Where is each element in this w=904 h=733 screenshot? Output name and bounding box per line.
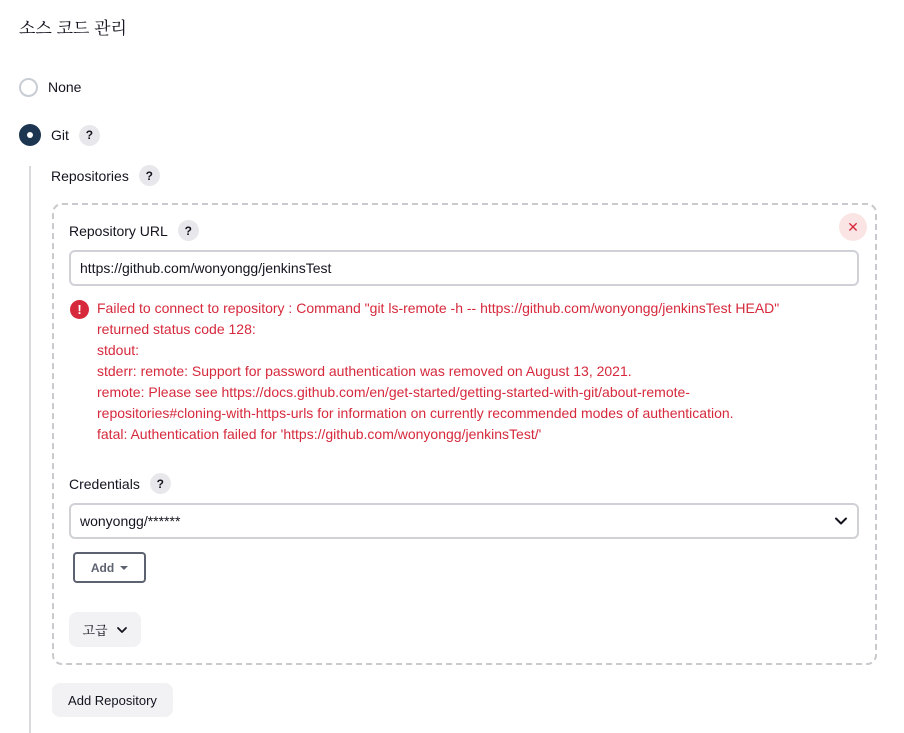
repository-url-label: Repository URL [69, 222, 168, 239]
git-section-indent-line [29, 166, 31, 733]
credentials-header [69, 473, 171, 494]
chevron-down-icon [116, 624, 128, 636]
credentials-label: Credentials [69, 475, 140, 492]
error-line: stdout: [97, 342, 140, 358]
remove-repository-close-icon[interactable]: ✕ [839, 213, 867, 241]
chevron-down-icon [834, 514, 848, 528]
repository-error-message [70, 298, 860, 445]
repository-url-header [69, 220, 199, 241]
error-line: remote: Please see https://docs.github.com/en/get-started/getting-started-with-git/about-remote- [97, 384, 690, 400]
advanced-label: 고급 [82, 623, 108, 638]
credentials-help-icon[interactable]: ? [150, 473, 171, 494]
add-credentials-button[interactable] [73, 552, 146, 583]
radio-none-label[interactable]: None [48, 79, 82, 95]
error-line: returned status code 128: [97, 321, 256, 337]
section-title: 소스 코드 관리 [19, 19, 127, 38]
radio-none[interactable] [19, 78, 38, 97]
credentials-select[interactable] [69, 503, 859, 539]
repositories-label: Repositories [51, 167, 129, 184]
add-repository-button[interactable]: Add Repository [52, 683, 173, 717]
scm-option-none[interactable] [19, 75, 81, 99]
error-line: stderr: remote: Support for password authentication was removed on August 13, 2021. [97, 363, 632, 379]
repository-url-help-icon[interactable]: ? [178, 220, 199, 241]
radio-git-label[interactable]: Git [51, 127, 69, 143]
error-line: Failed to connect to repository : Command "git ls-remote -h -- https://github.com/wonyongg/jenkinsTest HEAD" [97, 300, 780, 316]
error-line: fatal: Authentication failed for 'https://github.com/wonyongg/jenkinsTest/' [97, 426, 542, 442]
repositories-help-icon[interactable]: ? [139, 165, 160, 186]
advanced-button[interactable] [69, 612, 141, 647]
exclamation-icon: ! [70, 300, 89, 319]
error-line: repositories#cloning-with-https-urls for information on currently recommended modes of authentication. [97, 405, 734, 421]
credentials-selected-value: wonyongg/****** [80, 513, 181, 529]
repository-url-input[interactable] [69, 250, 859, 286]
add-credentials-label: Add [90, 560, 115, 575]
error-text [97, 298, 779, 445]
git-help-icon[interactable]: ? [79, 125, 100, 146]
radio-git[interactable] [19, 124, 41, 146]
caret-down-icon [120, 566, 128, 570]
repositories-header [51, 165, 160, 186]
scm-option-git[interactable] [19, 123, 100, 147]
